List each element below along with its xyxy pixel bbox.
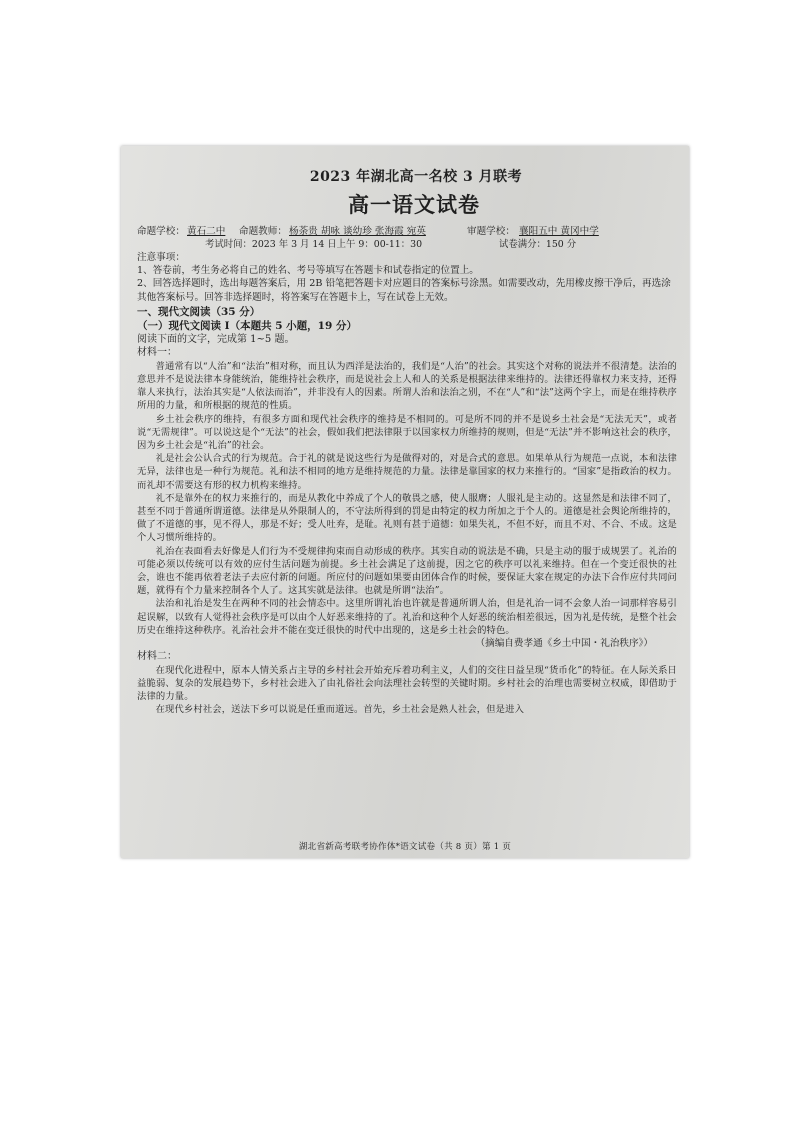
note-item-2: 2、回答选择题时，选出每题答案后，用 2B 铅笔把答题卡对应题目的答案标号涂黑。如需要改动，先用橡皮擦干净后，再选涂其他答案标号。回答非选择题时，将答案写在答题卡上，写在试卷上无效。 <box>137 278 671 303</box>
paragraph: 礼不是靠外在的权力来推行的，而是从教化中养成了个人的敬畏之感，使人服膺；人服礼是主动的。这显然是和法律不同了，甚至不同于普通所谓道德。法律是从外限制人的，不守法所得到的罚是由特定的权力所加之于个人的。道德是社会舆论所维持的，做了不道德的事，见不得人，那是不好；受人吐弃，是耻。礼则有甚于道德：如果失礼，不但不好，而且不对、不合、不成。这是个人习惯所维持的。 <box>137 492 677 544</box>
setter-teachers: 杨荼贵 胡咏 谈幼珍 张海霞 宛英 <box>289 226 426 237</box>
reviewer-school-label: 审题学校： <box>467 226 515 237</box>
material1-text <box>137 360 677 637</box>
section-subheading: （一）现代文阅读 I（本题共 5 小题，19 分） <box>137 319 357 332</box>
note-item-1: 1、答卷前，考生务必将自己的姓名、考号等填写在答题卡和试卷指定的位置上。 <box>137 265 479 277</box>
full-score: 试卷满分：150 分 <box>499 239 577 250</box>
setter-school: 黄石二中 <box>187 226 226 237</box>
notes-block <box>137 251 677 304</box>
paragraph: 在现代化进程中，原本人情关系占主导的乡村社会开始充斥着功利主义，人们的交往日益呈现“货币化”的特征。在人际关系日益脆弱、复杂的发展趋势下，乡村社会进入了由礼俗社会向法理社会转型的关键时期。乡村社会的治理也需要树立权威，即借助于法律的力量。 <box>137 664 677 703</box>
exam-time-line <box>137 236 677 249</box>
material2-label: 材料二： <box>137 651 177 663</box>
material1-source: （摘编自费孝通《乡土中国・礼治秩序》） <box>475 638 653 650</box>
paper-title: 高一语文试卷 <box>348 192 480 217</box>
setter-school-label: 命题学校： <box>137 226 185 237</box>
setter-info-line <box>137 223 677 236</box>
exam-time: 考试时间：2023 年 3 月 14 日上午 9：00-11：30 <box>205 239 423 250</box>
paragraph: 乡土社会秩序的维持，有很多方面和现代社会秩序的维持是不相同的。可是所不同的并不是说乡土社会是“无法无天”，或者说“无需规律”。可以说这是个“无法”的社会，假如我们把法律限于以国家权力所维持的规则，但是“无法”并不影响这社会的秩序，因为乡土社会是“礼治”的社会。 <box>137 413 677 452</box>
paragraph: 在现代乡村社会，送法下乡可以说是任重而道远。首先，乡土社会是熟人社会，但是进入 <box>155 704 525 716</box>
reviewer-school: 襄阳五中 黄冈中学 <box>519 226 599 237</box>
setter-teachers-label: 命题教师： <box>239 226 287 237</box>
paragraph: 礼治在表面看去好像是人们行为不受规律拘束而自动形成的秩序。其实自动的说法是不确，只是主动的服于成规罢了。礼治的可能必须以传统可以有效的应付生活问题为前提。乡土社会满足了这前提，因之它的秩序可以礼来维持。但在一个变迁很快的社会，谁也不能再依着老法子去应付新的问题。所应付的问题如果要由团体合作的时候，要保证大家在规定的办法下合作应付共同问题，就得有个力量来控制各个人了。这其实就是法律。也就是所谓“法治”。 <box>137 545 677 597</box>
reading-instruction: 阅读下面的文字，完成第 1~5 题。 <box>137 333 295 345</box>
material2-text <box>137 664 677 717</box>
paragraph: 普通常有以“人治”和“法治”相对称，而且认为西洋是法治的，我们是“人治”的社会。其实这个对称的说法并不很清楚。法治的意思并不是说法律本身能统治，能维持社会秩序，而是说社会上人和人的关系是根据法律来维持的。法律还得靠权力来支持，还得靠人来执行，法治其实是“人依法而治”，并非没有人的因素。所谓人治和法治之别，不在“人”和“法”这两个字上，而是在维持秩序所用的力量，和所根据的规范的性质。 <box>137 360 677 412</box>
exam-title: 2023 年湖北高一名校 3 月联考 <box>309 169 523 185</box>
paragraph: 法治和礼治是发生在两种不同的社会情态中。这里所谓礼治也许就是普通所谓人治，但是礼治一词不会象人治一词那样容易引起误解，以致有人觉得社会秩序是可以由个人好恶来维持的了。礼治和这种个人好恶的统治相差很远，因为礼是传统，是整个社会历史在维持这种秩序。礼治社会并不能在变迁很快的时代中出现的，这是乡土社会的特色。 <box>137 598 677 636</box>
exam-paper-photo <box>121 146 689 858</box>
notes-heading: 注意事项： <box>137 252 185 263</box>
paragraph: 礼是社会公认合式的行为规范。合于礼的就是说这些行为是做得对的，对是合式的意思。如果单从行为规范一点说，本和法律无异，法律也是一种行为规范。礼和法不相同的地方是维持规范的力量。法律是靠国家的权力来推行的。“国家”是指政治的权力。而礼却不需要这有形的权力机构来维持。 <box>137 453 677 491</box>
material1-label: 材料一： <box>137 347 177 359</box>
page-footer: 湖北省新高考联考协作体*语文试卷（共 8 页）第 1 页 <box>298 842 512 852</box>
paper-content <box>137 166 677 717</box>
section-heading: 一、现代文阅读（35 分） <box>137 305 261 318</box>
